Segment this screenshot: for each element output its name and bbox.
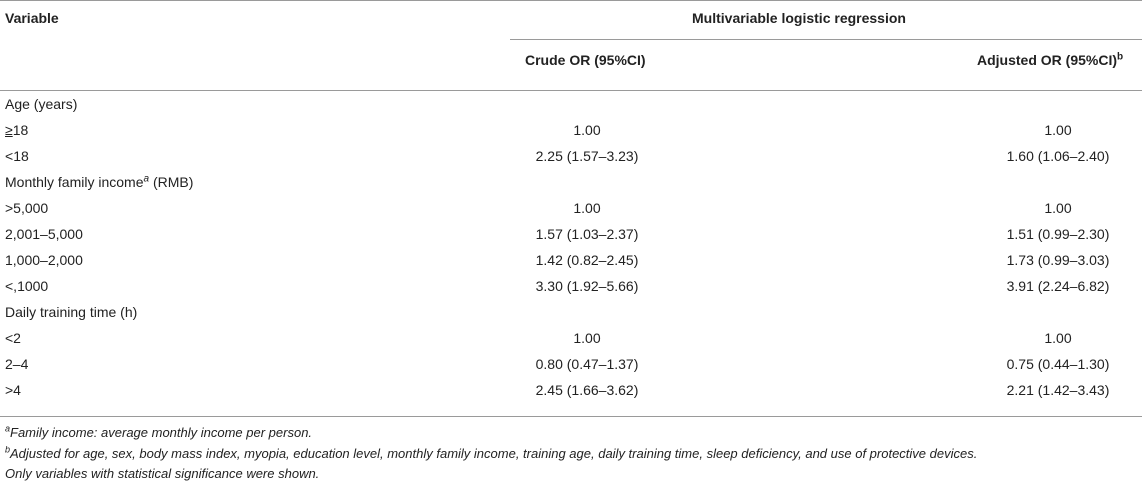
footnote-a <box>5 425 312 440</box>
adjusted-or-cell: 1.60 (1.06–2.40) <box>1006 148 1110 164</box>
row-label: >4 <box>5 382 21 398</box>
crude-or-cell: 2.45 (1.66–3.62) <box>535 382 639 398</box>
row-label: 1,000–2,000 <box>5 252 83 268</box>
section-label: Age (years) <box>5 96 78 112</box>
row-label-text: 18 <box>12 122 29 138</box>
row-label-text: 18 <box>13 148 29 164</box>
row-label: <,1000 <box>5 278 49 294</box>
table-top-rule <box>0 0 1142 1</box>
crude-or-cell: 1.00 <box>573 122 601 138</box>
footnote-b-mark: b <box>5 444 11 455</box>
adjusted-or-cell: 2.21 (1.42–3.43) <box>1006 382 1110 398</box>
table-row <box>0 200 1142 226</box>
row-label: 2–4 <box>5 356 29 372</box>
table-row <box>0 226 1142 252</box>
footnote-a-text: Family income: average monthly income per person. <box>10 425 313 440</box>
section-row-age <box>0 96 1142 122</box>
adjusted-or-cell: 1.00 <box>1044 330 1072 346</box>
adjusted-or-cell: 1.00 <box>1044 200 1072 216</box>
section-label <box>5 174 193 190</box>
crude-or-cell: 0.80 (0.47–1.37) <box>535 356 639 372</box>
row-label-underlined: ≥ <box>5 122 13 138</box>
header-group: Multivariable logistic regression <box>692 10 906 26</box>
footnote-b <box>5 446 977 461</box>
crude-or-cell: 1.00 <box>573 330 601 346</box>
section-row-training-time <box>0 304 1142 330</box>
footnote-b-text: Adjusted for age, sex, body mass index, myopia, education level, monthly family income, training age, daily training time, sleep deficiency, and use of protective devices. <box>10 446 978 461</box>
section-label-suffix: (RMB) <box>149 174 194 190</box>
adjusted-or-cell: 1.51 (0.99–2.30) <box>1006 226 1110 242</box>
table-row <box>0 148 1142 174</box>
header-adjusted-text: Adjusted OR (95%CI) <box>977 52 1118 68</box>
row-label <box>5 122 28 138</box>
row-label <box>5 148 29 164</box>
section-label-sup: a <box>143 173 150 185</box>
header-adjusted <box>977 52 1123 68</box>
crude-or-cell: 2.25 (1.57–3.23) <box>535 148 639 164</box>
table-row <box>0 330 1142 356</box>
table-row <box>0 382 1142 408</box>
header-bottom-rule <box>0 90 1142 91</box>
crude-or-cell: 1.42 (0.82–2.45) <box>535 252 639 268</box>
crude-or-cell: 1.00 <box>573 200 601 216</box>
table-row <box>0 278 1142 304</box>
section-label: Daily training time (h) <box>5 304 138 320</box>
crude-or-cell: 3.30 (1.92–5.66) <box>535 278 639 294</box>
table-row <box>0 356 1142 382</box>
header-crude: Crude OR (95%CI) <box>525 52 646 68</box>
header-adjusted-sup: b <box>1117 51 1124 63</box>
section-label-text: Monthly family income <box>5 174 144 190</box>
adjusted-or-cell: 1.00 <box>1044 122 1072 138</box>
table-row <box>0 122 1142 148</box>
section-row-income <box>0 174 1142 200</box>
adjusted-or-cell: 0.75 (0.44–1.30) <box>1006 356 1110 372</box>
table-row <box>0 252 1142 278</box>
row-label-prefix: < <box>5 148 14 164</box>
row-label: <2 <box>5 330 21 346</box>
header-variable: Variable <box>5 10 59 26</box>
adjusted-or-cell: 1.73 (0.99–3.03) <box>1006 252 1110 268</box>
footnote-a-mark: a <box>5 423 11 434</box>
footnote-note: Only variables with statistical significance were shown. <box>5 466 320 481</box>
row-label: 2,001–5,000 <box>5 226 83 242</box>
row-label: >5,000 <box>5 200 49 216</box>
crude-or-cell: 1.57 (1.03–2.37) <box>535 226 639 242</box>
adjusted-or-cell: 3.91 (2.24–6.82) <box>1006 278 1110 294</box>
group-underline <box>510 39 1142 40</box>
table-bottom-rule <box>0 416 1142 417</box>
